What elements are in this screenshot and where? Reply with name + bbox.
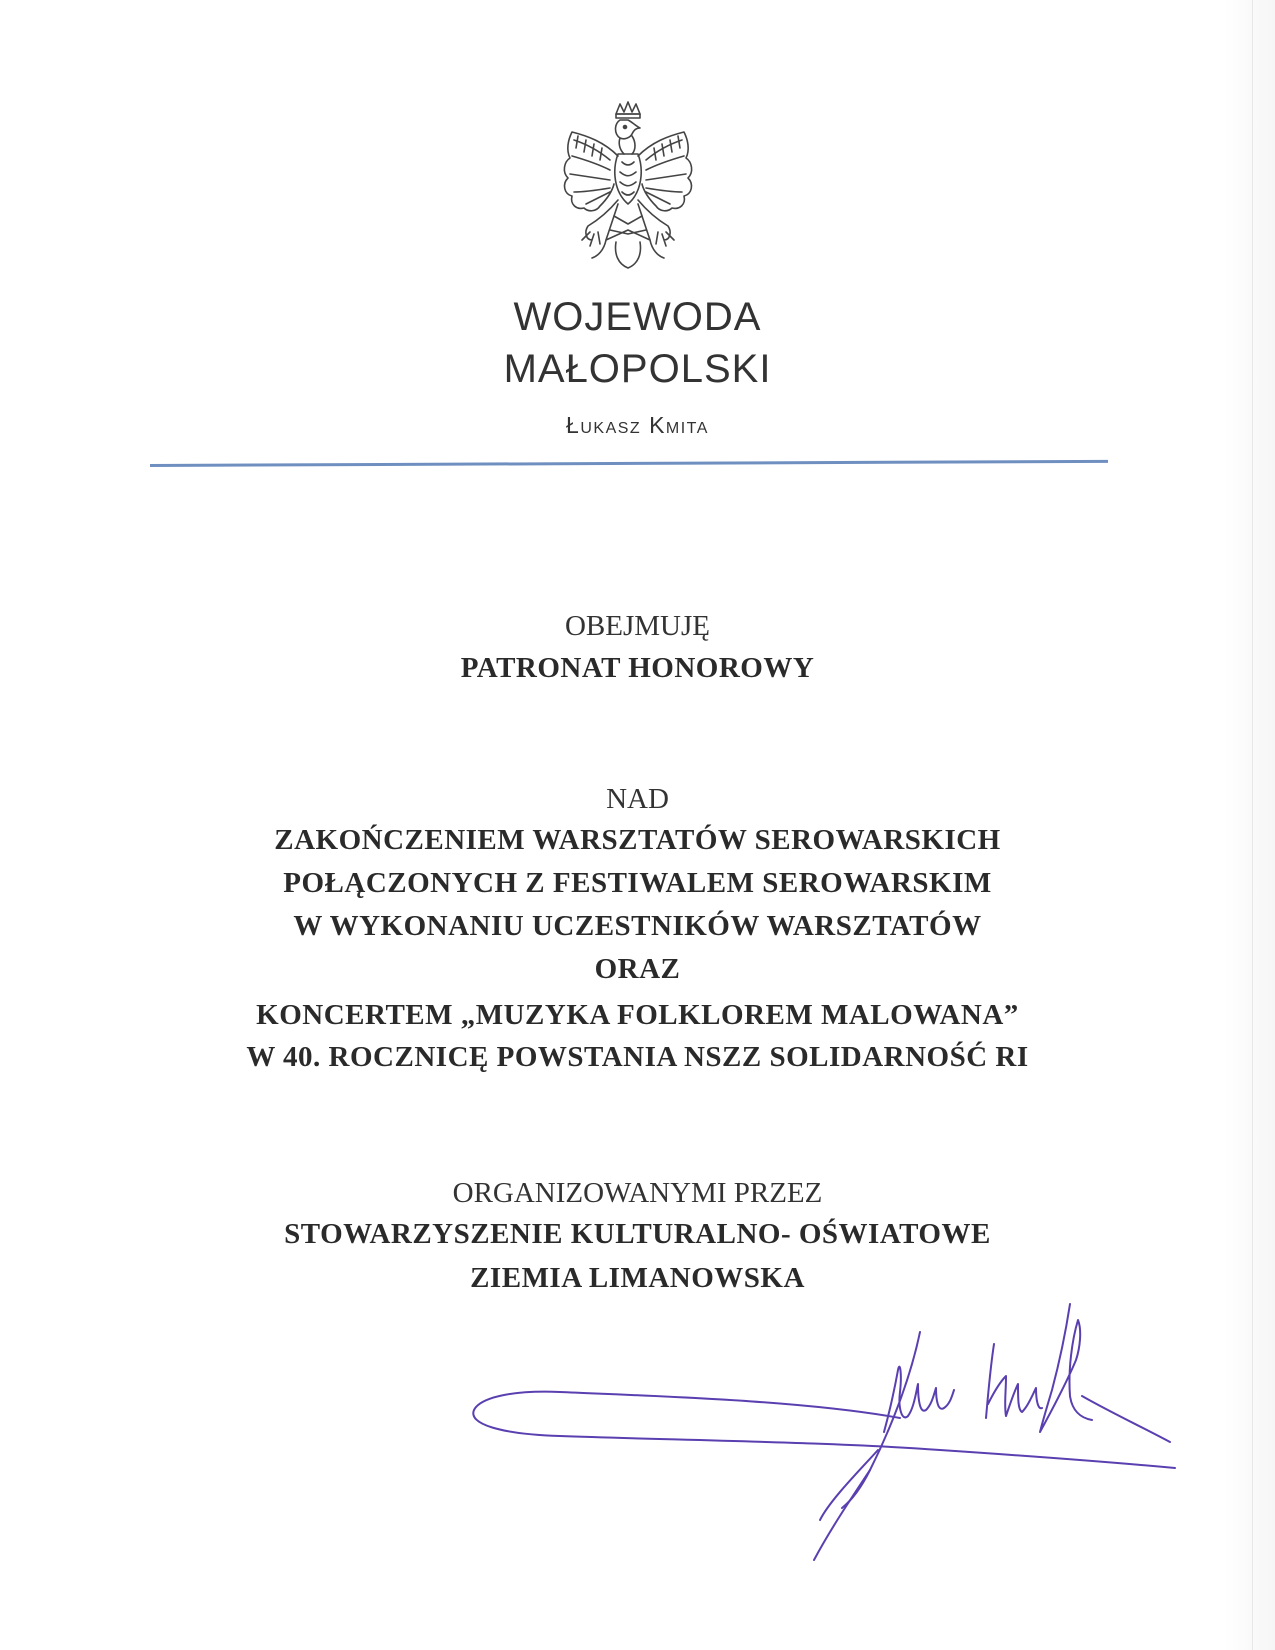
event-line-1: ZAKOŃCZENIEM WARSZTATÓW SEROWARSKICH (274, 824, 1001, 856)
event-line-3: W WYKONANIU UCZESTNIKÓW WARSZTATÓW (293, 910, 982, 942)
over-text: NAD (606, 783, 669, 815)
organizer-intro: ORGANIZOWANYMI PRZEZ (452, 1177, 823, 1209)
event-line-5: KONCERTEM „MUZYKA FOLKLOREM MALOWANA” (256, 999, 1019, 1031)
event-line-4: ORAZ (594, 953, 681, 985)
event-line-6: W 40. ROCZNICĘ POWSTANIA NSZZ SOLIDARNOŚĆ RI (246, 1041, 1029, 1073)
organizer-line-2: ZIEMIA LIMANOWSKA (470, 1262, 805, 1294)
official-name: Łukasz Kmita (566, 412, 709, 438)
office-title-line2: MAŁOPOLSKI (503, 347, 772, 391)
office-title-line1: WOJEWODA (513, 295, 762, 339)
signature-image (470, 1300, 1210, 1580)
header-divider (150, 460, 1108, 467)
organizer-line-1: STOWARZYSZENIE KULTURALNO- OŚWIATOWE (284, 1218, 991, 1250)
patronage-heading: PATRONAT HONOROWY (460, 652, 815, 684)
intro-text: OBEJMUJĘ (564, 610, 710, 642)
eagle-emblem-icon (548, 100, 708, 272)
event-line-2: POŁĄCZONYCH Z FESTIWALEM SEROWARSKIM (283, 867, 992, 899)
